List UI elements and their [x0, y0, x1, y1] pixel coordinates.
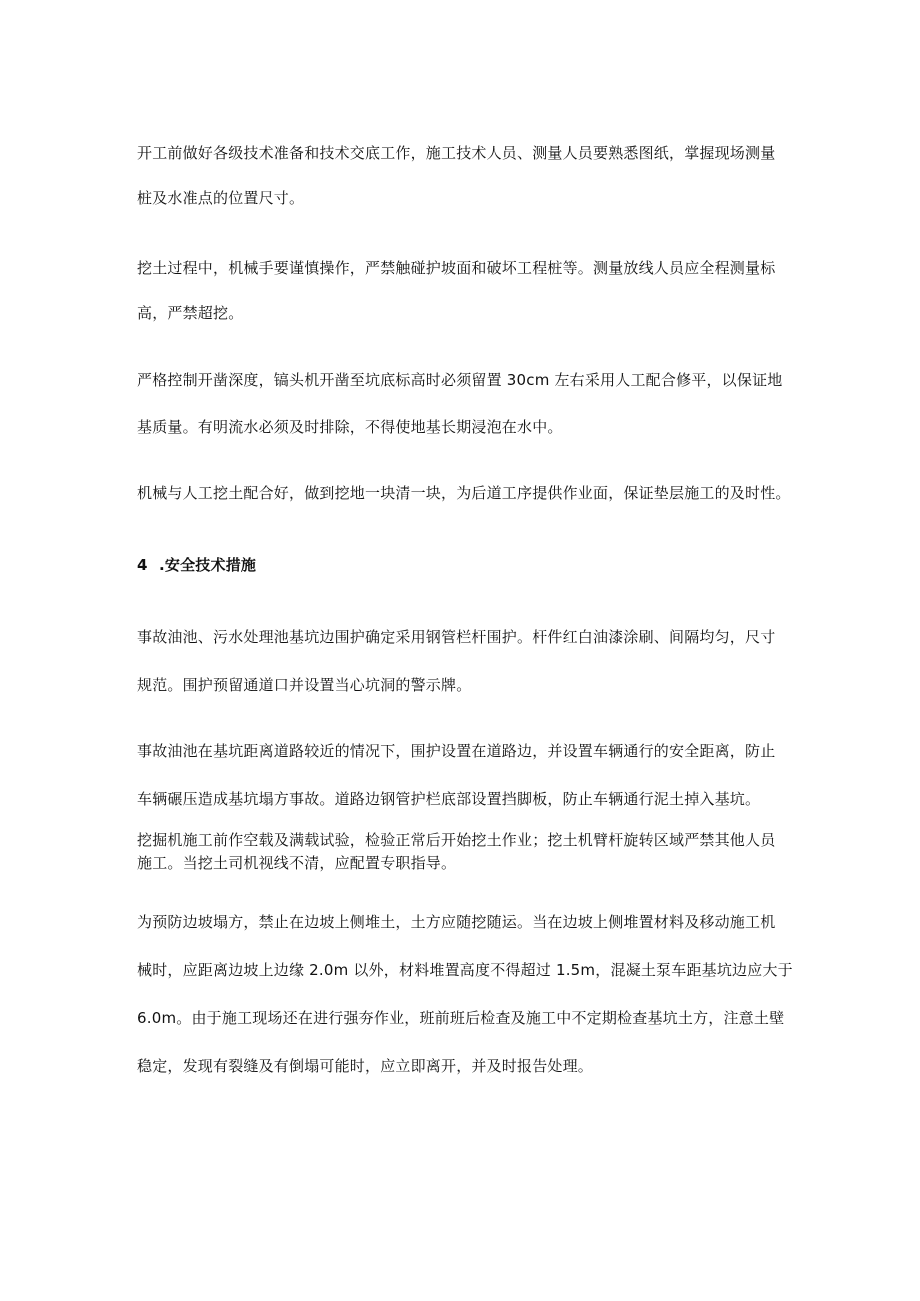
paragraph-line: 规范。围护预留通道口并设置当心坑洞的警示牌。 — [137, 676, 472, 694]
section-title: .安全技术措施 — [159, 556, 257, 574]
paragraph-line: 严格控制开凿深度，镐头机开凿至坑底标高时必须留置 30cm 左右采用人工配合修平，以保证地 — [137, 371, 783, 389]
section-heading — [137, 555, 797, 575]
paragraph-line: 高，严禁超挖。 — [137, 304, 244, 322]
paragraph-line: 事故油池在基坑距离道路较近的情况下，围护设置在道路边，并设置车辆通行的安全距离，防止 — [137, 742, 776, 760]
paragraph-line: 为预防边坡塌方，禁止在边坡上侧堆土，土方应随挖随运。当在边坡上侧堆置材料及移动施工机 — [137, 913, 776, 931]
paragraph-line: 车辆碾压造成基坑塌方事故。道路边钢管护栏底部设置挡脚板，防止车辆通行泥土掉入基坑。 — [137, 790, 761, 808]
paragraph-line: 械时，应距离边坡上边缘 2.0m 以外，材料堆置高度不得超过 1.5m，混凝土泵车距基坑边应大于 — [137, 961, 793, 979]
paragraph-line: 稳定，发现有裂缝及有倒塌可能时，应立即离开，并及时报告处理。 — [137, 1057, 594, 1075]
paragraph-line: 机械与人工挖土配合好，做到挖地一块清一块，为后道工序提供作业面，保证垫层施工的及时性。 — [137, 484, 791, 502]
paragraph-line: 基质量。有明流水必须及时排除，不得使地基长期浸泡在水中。 — [137, 418, 563, 436]
section-number: 4 — [137, 556, 148, 574]
paragraph-line: 开工前做好各级技术准备和技术交底工作，施工技术人员、测量人员要熟悉图纸，掌握现场测量 — [137, 144, 776, 162]
paragraph-line: 事故油池、污水处理池基坑边围护确定采用钢管栏杆围护。杆件红白油漆涂刷、间隔均匀，尺寸 — [137, 628, 776, 646]
paragraph-line: 挖掘机施工前作空载及满载试验，检验正常后开始挖土作业；挖土机臂杆旋转区域严禁其他人员 — [137, 831, 776, 849]
paragraph-line: 桩及水准点的位置尺寸。 — [137, 189, 305, 207]
paragraph-line: 6.0m。由于施工现场还在进行强夯作业，班前班后检查及施工中不定期检查基坑土方，注意土壁 — [137, 1009, 785, 1027]
paragraph-line: 施工。当挖土司机视线不清，应配置专职指导。 — [137, 854, 457, 872]
paragraph-line: 挖土过程中，机械手要谨慎操作，严禁触碰护坡面和破坏工程桩等。测量放线人员应全程测量标 — [137, 259, 776, 277]
